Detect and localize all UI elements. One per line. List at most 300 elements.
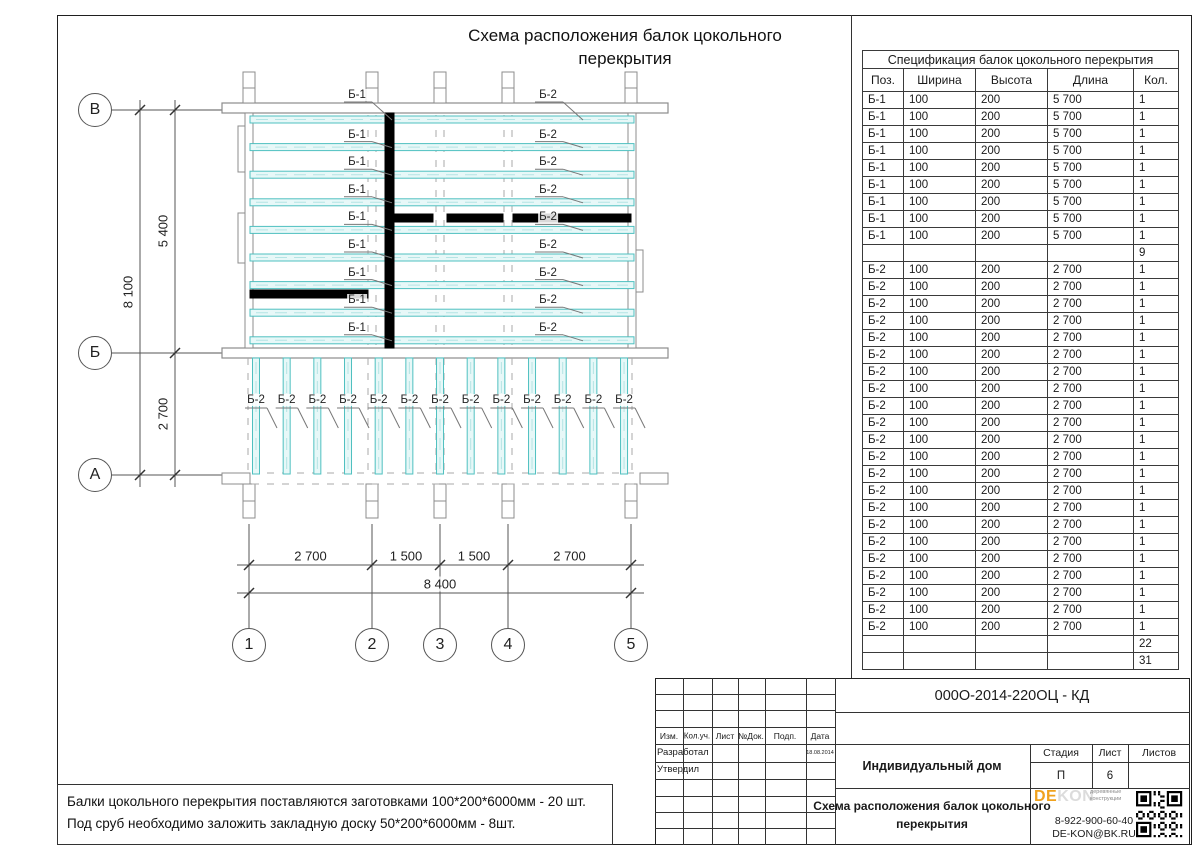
- spec-cell: Б-2: [863, 330, 904, 347]
- grid-line: [655, 727, 835, 728]
- spec-cell: 200: [976, 262, 1048, 279]
- spec-cell: 100: [904, 92, 976, 109]
- beam-label-b1: Б-1: [348, 128, 366, 141]
- spec-cell: 200: [976, 466, 1048, 483]
- spec-row: [863, 636, 1179, 653]
- spec-cell: 100: [904, 313, 976, 330]
- spec-cell: 1: [1134, 602, 1179, 619]
- spec-cell: 31: [1134, 653, 1179, 670]
- spec-cell: 1: [1134, 228, 1179, 245]
- logo-tagline-line1: деревянные: [1090, 789, 1122, 795]
- grid-line: [655, 762, 835, 763]
- logo-tagline: [1090, 789, 1121, 802]
- dim-upper-span: 5 400: [155, 214, 171, 248]
- drawing-title-line1: Схема расположения балок цокольного: [813, 799, 1051, 813]
- spec-cell: 200: [976, 92, 1048, 109]
- spec-cell: 200: [976, 194, 1048, 211]
- spec-cell: Б-2: [863, 415, 904, 432]
- notes-line2: Под сруб необходимо заложить закладную доску 50*200*6000мм - 8шт.: [67, 816, 516, 831]
- spec-cell: 100: [904, 364, 976, 381]
- spec-row: [863, 296, 1179, 313]
- axis-circle-col: 2: [355, 628, 389, 662]
- spec-cell: 2 700: [1048, 432, 1134, 449]
- notes-line1: Балки цокольного перекрытия поставляются заготовками 100*200*6000мм - 20 шт.: [67, 794, 586, 809]
- axis-circle-col: 3: [423, 628, 457, 662]
- spec-cell: 1: [1134, 160, 1179, 177]
- spec-row: [863, 568, 1179, 585]
- beam-label-b2: Б-2: [247, 394, 265, 406]
- spec-cell: Б-2: [863, 347, 904, 364]
- spec-row: [863, 211, 1179, 228]
- spec-row: [863, 381, 1179, 398]
- spec-cell: 100: [904, 534, 976, 551]
- grid-line: [655, 710, 835, 711]
- axis-circle-row: А: [78, 458, 112, 492]
- drawing-title-line2: перекрытия: [896, 817, 968, 831]
- beam-label-b2: Б-2: [308, 394, 327, 406]
- spec-cell: 1: [1134, 517, 1179, 534]
- beam-label-b2: Б-2: [539, 183, 557, 196]
- spec-cell: [863, 653, 904, 670]
- spec-row: [863, 415, 1179, 432]
- spec-cell: 2 700: [1048, 313, 1134, 330]
- sheets-header: Листов: [1141, 747, 1177, 759]
- grid-line: [1128, 744, 1129, 788]
- spec-cell: 100: [904, 330, 976, 347]
- spec-cell: 1: [1134, 211, 1179, 228]
- spec-cell: Б-2: [863, 296, 904, 313]
- grid-line: [1030, 762, 1190, 763]
- logo-tagline-line2: конструкции: [1090, 795, 1122, 802]
- spec-cell: Б-2: [863, 500, 904, 517]
- spec-cell: 200: [976, 143, 1048, 160]
- spec-cell: Б-1: [863, 109, 904, 126]
- spec-cell: 5 700: [1048, 143, 1134, 160]
- grid-line: [835, 678, 836, 845]
- spec-row: [863, 347, 1179, 364]
- spec-cell: 1: [1134, 313, 1179, 330]
- spec-cell: 200: [976, 228, 1048, 245]
- axis-circle-row: В: [78, 93, 112, 127]
- beam-label-b1: Б-1: [348, 89, 366, 101]
- spec-cell: 100: [904, 415, 976, 432]
- spec-cell: 2 700: [1048, 330, 1134, 347]
- spec-cell: 200: [976, 534, 1048, 551]
- doc-code: 000О-2014-220ОЦ - КД: [934, 688, 1090, 704]
- spec-cell: 100: [904, 466, 976, 483]
- spec-cell: 5 700: [1048, 92, 1134, 109]
- beam-label-b2: Б-2: [431, 394, 449, 406]
- grid-line: [655, 828, 835, 829]
- spec-cell: 2 700: [1048, 517, 1134, 534]
- grid-line: [655, 812, 835, 813]
- spec-cell: 200: [976, 602, 1048, 619]
- sign-date: 18.08.2014: [806, 750, 834, 756]
- spec-cell: 100: [904, 500, 976, 517]
- page-title-line2: перекрытия: [578, 49, 672, 68]
- spec-row: [863, 279, 1179, 296]
- grid-line: [655, 694, 835, 695]
- spec-cell: 200: [976, 517, 1048, 534]
- spec-cell: 200: [976, 296, 1048, 313]
- spec-cell: 100: [904, 602, 976, 619]
- spec-cell: 200: [976, 126, 1048, 143]
- spec-row: [863, 177, 1179, 194]
- spec-cell: 1: [1134, 364, 1179, 381]
- spec-cell: [863, 636, 904, 653]
- spec-cell: 9: [1134, 245, 1179, 262]
- spec-cell: 100: [904, 228, 976, 245]
- spec-row: [863, 466, 1179, 483]
- spec-cell: 2 700: [1048, 585, 1134, 602]
- dim-overall-height: 8 100: [120, 275, 136, 309]
- spec-cell: 200: [976, 551, 1048, 568]
- spec-cell: 100: [904, 143, 976, 160]
- spec-cell: 2 700: [1048, 619, 1134, 636]
- project-name: Индивидуальный дом: [862, 759, 1002, 773]
- grid-line: [655, 796, 835, 797]
- spec-cell: 100: [904, 568, 976, 585]
- logo-part-de: DE: [1034, 788, 1058, 805]
- spec-row: [863, 602, 1179, 619]
- spec-cell: Б-2: [863, 483, 904, 500]
- spec-cell: 200: [976, 279, 1048, 296]
- spec-col-header: Длина: [1048, 69, 1134, 92]
- spec-cell: Б-2: [863, 466, 904, 483]
- spec-cell: 1: [1134, 415, 1179, 432]
- spec-cell: 100: [904, 126, 976, 143]
- grid-line: [835, 744, 1190, 745]
- beam-label-b2: Б-2: [277, 394, 296, 406]
- spec-cell: 1: [1134, 398, 1179, 415]
- spec-cell: Б-2: [863, 602, 904, 619]
- spec-cell: Б-1: [863, 177, 904, 194]
- spec-col-header: Ширина: [904, 69, 976, 92]
- dekon-logo: [1034, 788, 1094, 806]
- dim-span: 1 500: [457, 548, 491, 564]
- grid-line: [655, 779, 835, 780]
- spec-col-header: Поз.: [863, 69, 904, 92]
- spec-cell: 1: [1134, 500, 1179, 517]
- spec-table-title: Спецификация балок цокольного перекрытия: [863, 51, 1179, 69]
- spec-cell: [904, 636, 976, 653]
- spec-cell: Б-1: [863, 211, 904, 228]
- spec-cell: 1: [1134, 585, 1179, 602]
- beam-label-b2: Б-2: [584, 394, 603, 406]
- axis-circle-col: 4: [491, 628, 525, 662]
- spec-cell: Б-2: [863, 398, 904, 415]
- phone: 8-922-900-60-40: [1054, 815, 1134, 827]
- spec-cell: 100: [904, 449, 976, 466]
- spec-cell: 100: [904, 347, 976, 364]
- spec-cell: 1: [1134, 92, 1179, 109]
- spec-cell: [976, 653, 1048, 670]
- spec-cell: 1: [1134, 432, 1179, 449]
- email: DE-KON@BK.RU: [1052, 828, 1136, 840]
- axis-circle-row: Б: [78, 336, 112, 370]
- spec-cell: 5 700: [1048, 177, 1134, 194]
- sheet-header: Лист: [1098, 747, 1122, 759]
- spec-cell: 1: [1134, 568, 1179, 585]
- beam-label-b2: Б-2: [539, 239, 557, 251]
- beam-label-b2: Б-2: [539, 128, 557, 141]
- spec-cell: 5 700: [1048, 126, 1134, 143]
- spec-cell: Б-2: [863, 585, 904, 602]
- spec-cell: 2 700: [1048, 262, 1134, 279]
- sign-role-developed: Разработал: [657, 747, 709, 758]
- spec-cell: 1: [1134, 143, 1179, 160]
- beam-label-b2: Б-2: [461, 394, 480, 406]
- rev-header-list: Лист: [715, 731, 735, 741]
- dim-overall-width: 8 400: [423, 576, 457, 592]
- spec-cell: 1: [1134, 296, 1179, 313]
- spec-row: [863, 483, 1179, 500]
- spec-table: [862, 50, 1179, 670]
- rev-header-koluch: Кол.уч.: [683, 731, 711, 741]
- spec-row: [863, 92, 1179, 109]
- spec-cell: 1: [1134, 194, 1179, 211]
- spec-cell: 1: [1134, 619, 1179, 636]
- spec-cell: 2 700: [1048, 483, 1134, 500]
- spec-cell: Б-2: [863, 364, 904, 381]
- spec-cell: 200: [976, 449, 1048, 466]
- spec-col-header: Высота: [976, 69, 1048, 92]
- spec-cell: 2 700: [1048, 279, 1134, 296]
- spec-cell: 5 700: [1048, 109, 1134, 126]
- spec-cell: 100: [904, 109, 976, 126]
- beam-label-b2: Б-2: [539, 266, 557, 279]
- spec-row: [863, 619, 1179, 636]
- spec-cell: 1: [1134, 109, 1179, 126]
- sheet-value: 6: [1106, 770, 1114, 782]
- spec-cell: 100: [904, 262, 976, 279]
- spec-cell: 1: [1134, 551, 1179, 568]
- spec-cell: 200: [976, 177, 1048, 194]
- spec-cell: 100: [904, 398, 976, 415]
- spec-cell: 2 700: [1048, 466, 1134, 483]
- spec-row: [863, 449, 1179, 466]
- spec-cell: 200: [976, 415, 1048, 432]
- spec-cell: Б-2: [863, 517, 904, 534]
- beam-label-b2: Б-2: [539, 156, 557, 169]
- spec-cell: [976, 245, 1048, 262]
- spec-cell: 100: [904, 296, 976, 313]
- beam-label-b2: Б-2: [553, 394, 572, 406]
- spec-row: [863, 653, 1179, 670]
- spec-row: [863, 432, 1179, 449]
- spec-cell: 200: [976, 432, 1048, 449]
- spec-cell: [904, 653, 976, 670]
- spec-cell: 1: [1134, 262, 1179, 279]
- spec-cell: [1048, 653, 1134, 670]
- spec-cell: 2 700: [1048, 347, 1134, 364]
- notes: [57, 784, 613, 845]
- stage-header: Стадия: [1043, 747, 1079, 759]
- spec-cell: 1: [1134, 279, 1179, 296]
- spec-cell: 1: [1134, 483, 1179, 500]
- spec-row: [863, 517, 1179, 534]
- spec-cell: Б-2: [863, 381, 904, 398]
- spec-cell: 200: [976, 211, 1048, 228]
- spec-cell: Б-2: [863, 262, 904, 279]
- spec-cell: Б-1: [863, 160, 904, 177]
- beam-label-b2: Б-2: [369, 394, 388, 406]
- spec-cell: Б-2: [863, 568, 904, 585]
- spec-cell: Б-2: [863, 449, 904, 466]
- beam-label-b2: Б-2: [400, 394, 419, 406]
- spec-row: [863, 245, 1179, 262]
- spec-cell: Б-1: [863, 194, 904, 211]
- spec-col-header: Кол.: [1134, 69, 1179, 92]
- rev-header-data: Дата: [810, 731, 830, 741]
- spec-cell: 200: [976, 398, 1048, 415]
- spec-cell: 1: [1134, 449, 1179, 466]
- spec-cell: [976, 636, 1048, 653]
- sign-role-approved: Утвердил: [657, 764, 700, 775]
- spec-cell: 2 700: [1048, 449, 1134, 466]
- spec-row: [863, 109, 1179, 126]
- dim-span: 2 700: [553, 548, 586, 564]
- spec-cell: 2 700: [1048, 568, 1134, 585]
- axis-circle-col: 1: [232, 628, 266, 662]
- spec-cell: 100: [904, 177, 976, 194]
- beam-label-b2: Б-2: [523, 394, 541, 406]
- page-title-line1: Схема расположения балок цокольного: [468, 26, 782, 45]
- spec-cell: 1: [1134, 381, 1179, 398]
- spec-cell: 5 700: [1048, 228, 1134, 245]
- spec-cell: 100: [904, 381, 976, 398]
- spec-cell: [863, 245, 904, 262]
- grid-line: [655, 744, 835, 745]
- grid-line: [1030, 744, 1031, 845]
- spec-cell: 2 700: [1048, 500, 1134, 517]
- beam-label-b1: Б-1: [348, 294, 366, 307]
- spec-row: [863, 228, 1179, 245]
- spec-cell: 5 700: [1048, 160, 1134, 177]
- spec-cell: 200: [976, 483, 1048, 500]
- spec-row: [863, 398, 1179, 415]
- spec-row: [863, 126, 1179, 143]
- spec-cell: 2 700: [1048, 364, 1134, 381]
- beam-label-b2: Б-2: [539, 294, 557, 307]
- spec-cell: Б-2: [863, 279, 904, 296]
- spec-row: [863, 551, 1179, 568]
- spec-cell: 1: [1134, 177, 1179, 194]
- beam-label-b2: Б-2: [615, 394, 633, 406]
- beam-label-b1: Б-1: [348, 156, 366, 169]
- spec-cell: [1048, 636, 1134, 653]
- spec-cell: 100: [904, 551, 976, 568]
- spec-cell: 1: [1134, 330, 1179, 347]
- spec-cell: 100: [904, 194, 976, 211]
- spec-cell: 2 700: [1048, 534, 1134, 551]
- spec-row: [863, 313, 1179, 330]
- spec-cell: 1: [1134, 126, 1179, 143]
- spec-cell: 200: [976, 313, 1048, 330]
- beam-label-b1: Б-1: [348, 239, 366, 251]
- spec-cell: 100: [904, 279, 976, 296]
- spec-cell: 200: [976, 585, 1048, 602]
- spec-cell: Б-1: [863, 92, 904, 109]
- spec-row: [863, 534, 1179, 551]
- spec-row: [863, 330, 1179, 347]
- beam-label-b1: Б-1: [348, 321, 366, 334]
- beam-label-b1: Б-1: [348, 211, 366, 224]
- beam-label-b1: Б-1: [348, 183, 366, 196]
- spec-cell: 200: [976, 619, 1048, 636]
- spec-cell: 200: [976, 109, 1048, 126]
- spec-row: [863, 143, 1179, 160]
- dim-span: 1 500: [389, 548, 423, 564]
- dim-span: 2 700: [294, 548, 327, 564]
- grid-line: [1092, 744, 1093, 788]
- spec-cell: 100: [904, 160, 976, 177]
- spec-cell: Б-1: [863, 126, 904, 143]
- spec-cell: 5 700: [1048, 211, 1134, 228]
- beam-label-b2: Б-2: [539, 211, 557, 224]
- spec-cell: 100: [904, 211, 976, 228]
- axis-circle-col: 5: [614, 628, 648, 662]
- grid-line: [835, 788, 1190, 789]
- spec-cell: Б-2: [863, 619, 904, 636]
- spec-cell: 2 700: [1048, 602, 1134, 619]
- spec-row: [863, 500, 1179, 517]
- spec-cell: 100: [904, 432, 976, 449]
- spec-row: [863, 364, 1179, 381]
- spec-cell: Б-1: [863, 143, 904, 160]
- spec-cell: Б-2: [863, 551, 904, 568]
- beam-label-b2: Б-2: [492, 394, 511, 406]
- spec-cell: 2 700: [1048, 398, 1134, 415]
- beam-label-b2: Б-2: [339, 394, 357, 406]
- spec-row: [863, 262, 1179, 279]
- spec-cell: 5 700: [1048, 194, 1134, 211]
- spec-cell: 1: [1134, 534, 1179, 551]
- spec-cell: 100: [904, 585, 976, 602]
- spec-cell: Б-1: [863, 228, 904, 245]
- beam-label-b2: Б-2: [539, 89, 557, 101]
- beam-label-b2: Б-2: [539, 321, 557, 334]
- rev-header-ndok: №Док.: [738, 731, 764, 741]
- spec-cell: 2 700: [1048, 415, 1134, 432]
- beam-label-b1: Б-1: [348, 266, 366, 279]
- dim-lower-span: 2 700: [155, 397, 171, 431]
- logo-part-kon: KON: [1057, 788, 1095, 805]
- spec-cell: 22: [1134, 636, 1179, 653]
- spec-cell: 200: [976, 347, 1048, 364]
- spec-cell: 1: [1134, 466, 1179, 483]
- spec-cell: 100: [904, 483, 976, 500]
- spec-cell: [904, 245, 976, 262]
- spec-row: [863, 585, 1179, 602]
- spec-row: [863, 160, 1179, 177]
- spec-row: [863, 194, 1179, 211]
- spec-cell: 200: [976, 568, 1048, 585]
- rev-header-podp: Подп.: [773, 731, 797, 741]
- spec-cell: 200: [976, 381, 1048, 398]
- spec-cell: Б-2: [863, 534, 904, 551]
- spec-cell: 2 700: [1048, 296, 1134, 313]
- spec-cell: 200: [976, 160, 1048, 177]
- spec-cell: 100: [904, 619, 976, 636]
- spec-cell: 2 700: [1048, 551, 1134, 568]
- spec-cell: 2 700: [1048, 381, 1134, 398]
- spec-cell: 200: [976, 364, 1048, 381]
- spec-cell: 100: [904, 517, 976, 534]
- stage-value: П: [1056, 770, 1066, 782]
- spec-cell: Б-2: [863, 313, 904, 330]
- qr-code: [1136, 791, 1183, 838]
